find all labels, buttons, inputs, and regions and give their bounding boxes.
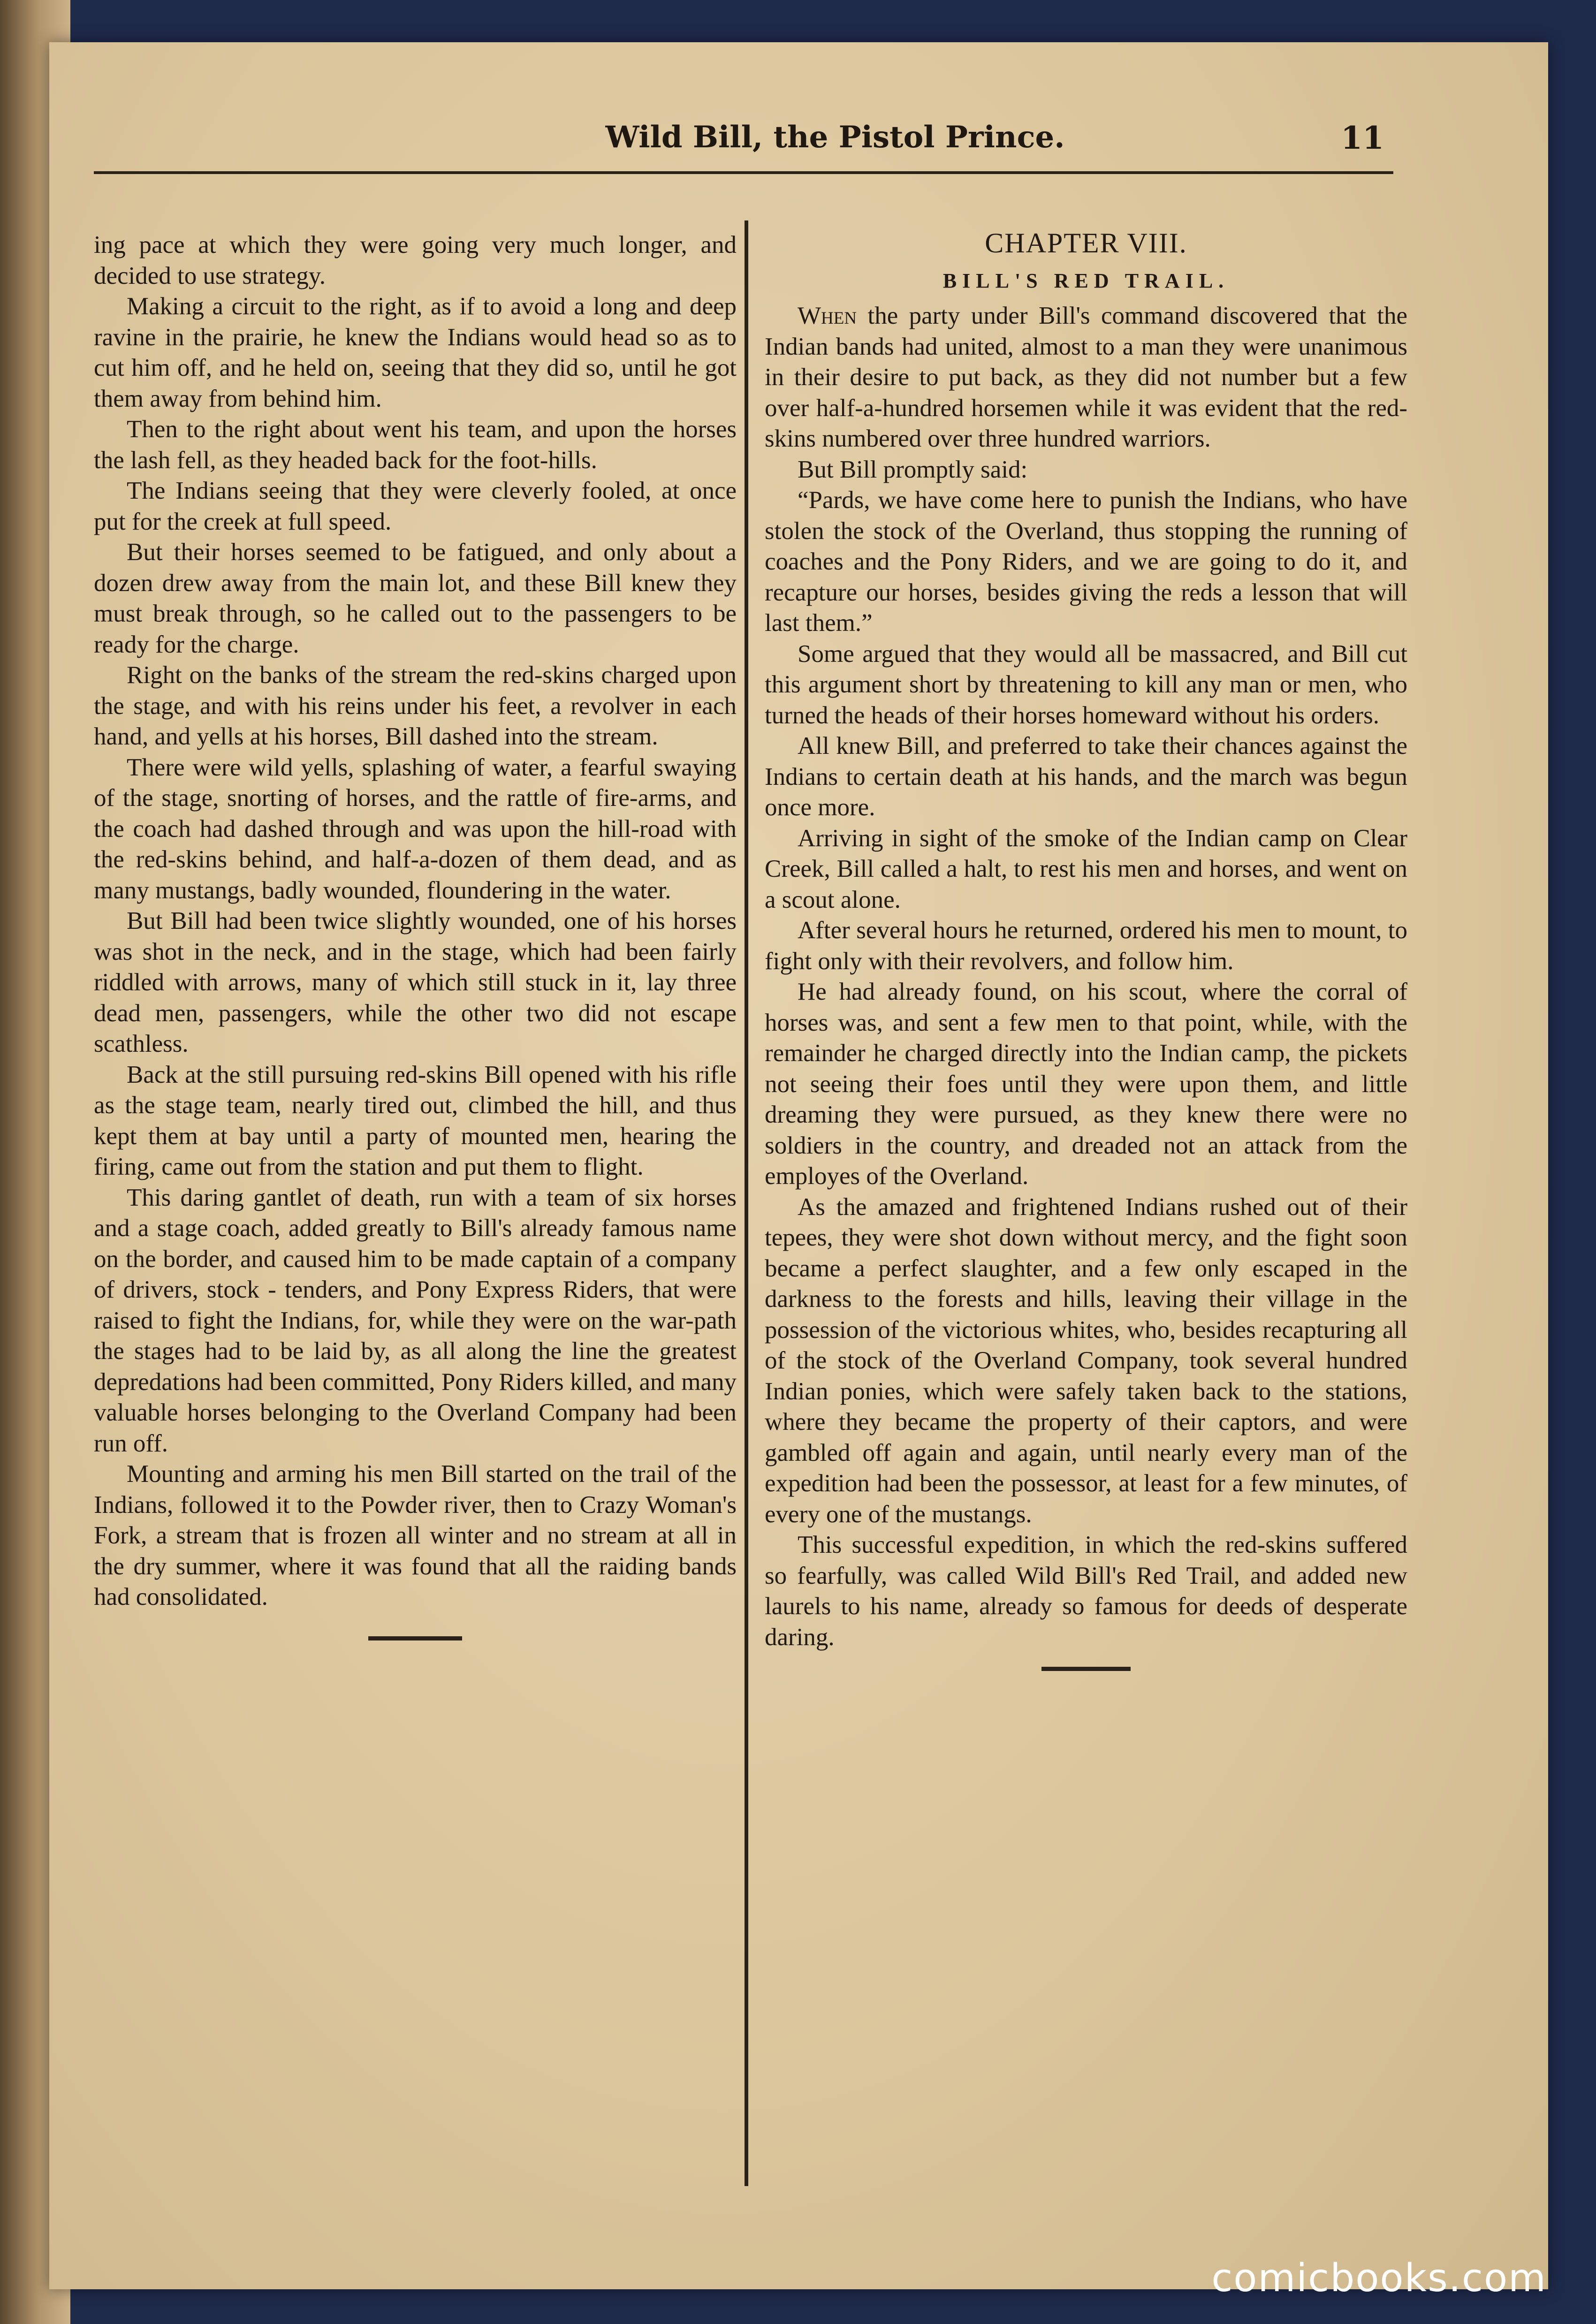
- paragraph: Arriving in sight of the smoke of the Indian camp on Clear Creek, Bill called a halt, to rest his men and horses, and went on a scout alone.: [765, 824, 1407, 913]
- chapter-title: BILL'S RED TRAIL.: [942, 269, 1230, 292]
- paragraph: Then to the right about went his team, and upon the horses the lash fell, as they headed back for the foot-hills.: [94, 416, 737, 474]
- right-column: [765, 230, 1407, 1671]
- paragraph: He had already found, on his scout, where the corral of horses was, and sent a few men to that point, while, with the remainder he charged directly into the Indian camp, the pickets not seeing their foes until they were upon them, and little dreaming they were pursued, as they knew there were no soldiers in the country, and dreaded not an attack from the employes of the Overland.: [765, 978, 1407, 1190]
- paragraph: But Bill had been twice slightly wounded, one of his horses was shot in the neck, and in the stage, which had been fairly riddled with arrows, many of which still stuck in it, lay three dead men, passengers, while the other two did not escape scathless.: [94, 907, 737, 1057]
- paragraph: As the amazed and frightened Indians rushed out of their tepees, they were shot down without mercy, and the fight soon became a perfect slaughter, and a few only escaped in the darkness to the forests and hills, leaving their village in the possession of the victorious whites, who, besides recapturing all of the stock of the Overland Company, took several hundred Indian ponies, which were safely taken back to the stations, where they became the property of their captors, and were gambled off again and again, until nearly every man of the expedition had been the possessor, at least for a few minutes, of every one of the mustangs.: [765, 1193, 1407, 1528]
- paragraph: Some argued that they would all be massacred, and Bill cut this argument short by threatening to kill any man or men, who turned the heads of their horses homeward without his orders.: [765, 640, 1407, 729]
- paragraph: This successful expedition, in which the red-skins suffered so fearfully, was called Wild Bill's Red Trail, and added new laurels to his name, already so famous for deeds of desperate daring.: [765, 1531, 1407, 1651]
- paragraph: ing pace at which they were going very much longer, and decided to use strategy.: [94, 231, 737, 289]
- paragraph: Making a circuit to the right, as if to avoid a long and deep ravine in the prairie, he knew the Indians would head so as to cut him off, and he held on, seeing that they did so, until he got them away from behind him.: [94, 293, 737, 412]
- paragraph: Back at the still pursuing red-skins Bill opened with his rifle as the stage team, nearly tired out, climbed the hill, and thus kept them at bay until a party of mounted men, hearing the firing, came out from the station and put them to flight.: [94, 1061, 737, 1180]
- paragraph: “Pards, we have come here to punish the Indians, who have stolen the stock of the Overland, thus stopping the running of coaches and the Pony Riders, and we are going to do it, and recapture our horses, besides giving the reds a lesson that will last them.”: [765, 486, 1407, 637]
- running-head: [94, 120, 1393, 174]
- left-column: [94, 230, 737, 1640]
- paragraph: [765, 301, 1407, 455]
- paragraph: But their horses seemed to be fatigued, and only about a dozen drew away from the main lot, and these Bill knew they must break through, so he called out to the passengers to be ready for the charge.: [94, 539, 737, 658]
- chapter-number: CHAPTER VIII.: [985, 228, 1187, 258]
- chapter-end-rule: [1041, 1667, 1131, 1671]
- paragraph: But Bill promptly said:: [798, 456, 1028, 483]
- paragraph: The Indians seeing that they were cleverly fooled, at once put for the creek at full speed.: [94, 477, 737, 535]
- paragraph: Mounting and arming his men Bill started on the trail of the Indians, followed it to the Powder river, then to Crazy Woman's Fork, a stream that is frozen all winter and no stream at all in the dry summer, where it was found that all the raiding bands had consolidated.: [94, 1460, 737, 1610]
- column-divider: [745, 220, 748, 2186]
- section-end-rule: [368, 1636, 462, 1640]
- paragraph: Right on the banks of the stream the red-skins charged upon the stage, and with his reins under his feet, a revolver in each hand, and yells at his horses, Bill dashed into the stream.: [94, 661, 737, 750]
- paragraph: There were wild yells, splashing of water, a fearful swaying of the stage, snorting of horses, and the rattle of fire-arms, and the coach had dashed through and was upon the hill-road with the red-skins behind, and half-a-dozen of them dead, and as many mustangs, badly wounded, floundering in the water.: [94, 753, 737, 904]
- paragraph: This daring gantlet of death, run with a team of six horses and a stage coach, added greatly to Bill's already famous name on the border, and caused him to be made captain of a company of drivers, stock - tenders, and Pony Express Riders, that were raised to fight the Indians, for, while they were on the war-path the stages had to be laid by, as all along the line the greatest depredations had been committed, Pony Riders killed, and many valuable horses belonging to the Overland Company had been run off.: [94, 1184, 737, 1457]
- watermark: comicbooks.com: [1211, 2256, 1547, 2301]
- paragraph: After several hours he returned, ordered his men to mount, to fight only with their revolvers, and follow him.: [765, 917, 1407, 975]
- paragraph-text: the party under Bill's command discovered that the Indian bands had united, almost to a man they were unanimous in their desire to put back, as they did not number but a few over half-a-hundred horsemen while it was evident that the red-skins numbered over three hundred warriors.: [765, 302, 1407, 452]
- running-title: Wild Bill, the Pistol Prince.: [605, 120, 1065, 155]
- paragraph: All knew Bill, and preferred to take their chances against the Indians to certain death at his hands, and the march was begun once more.: [765, 732, 1407, 821]
- lead-word: When: [798, 302, 857, 329]
- page-number: 11: [1341, 120, 1384, 156]
